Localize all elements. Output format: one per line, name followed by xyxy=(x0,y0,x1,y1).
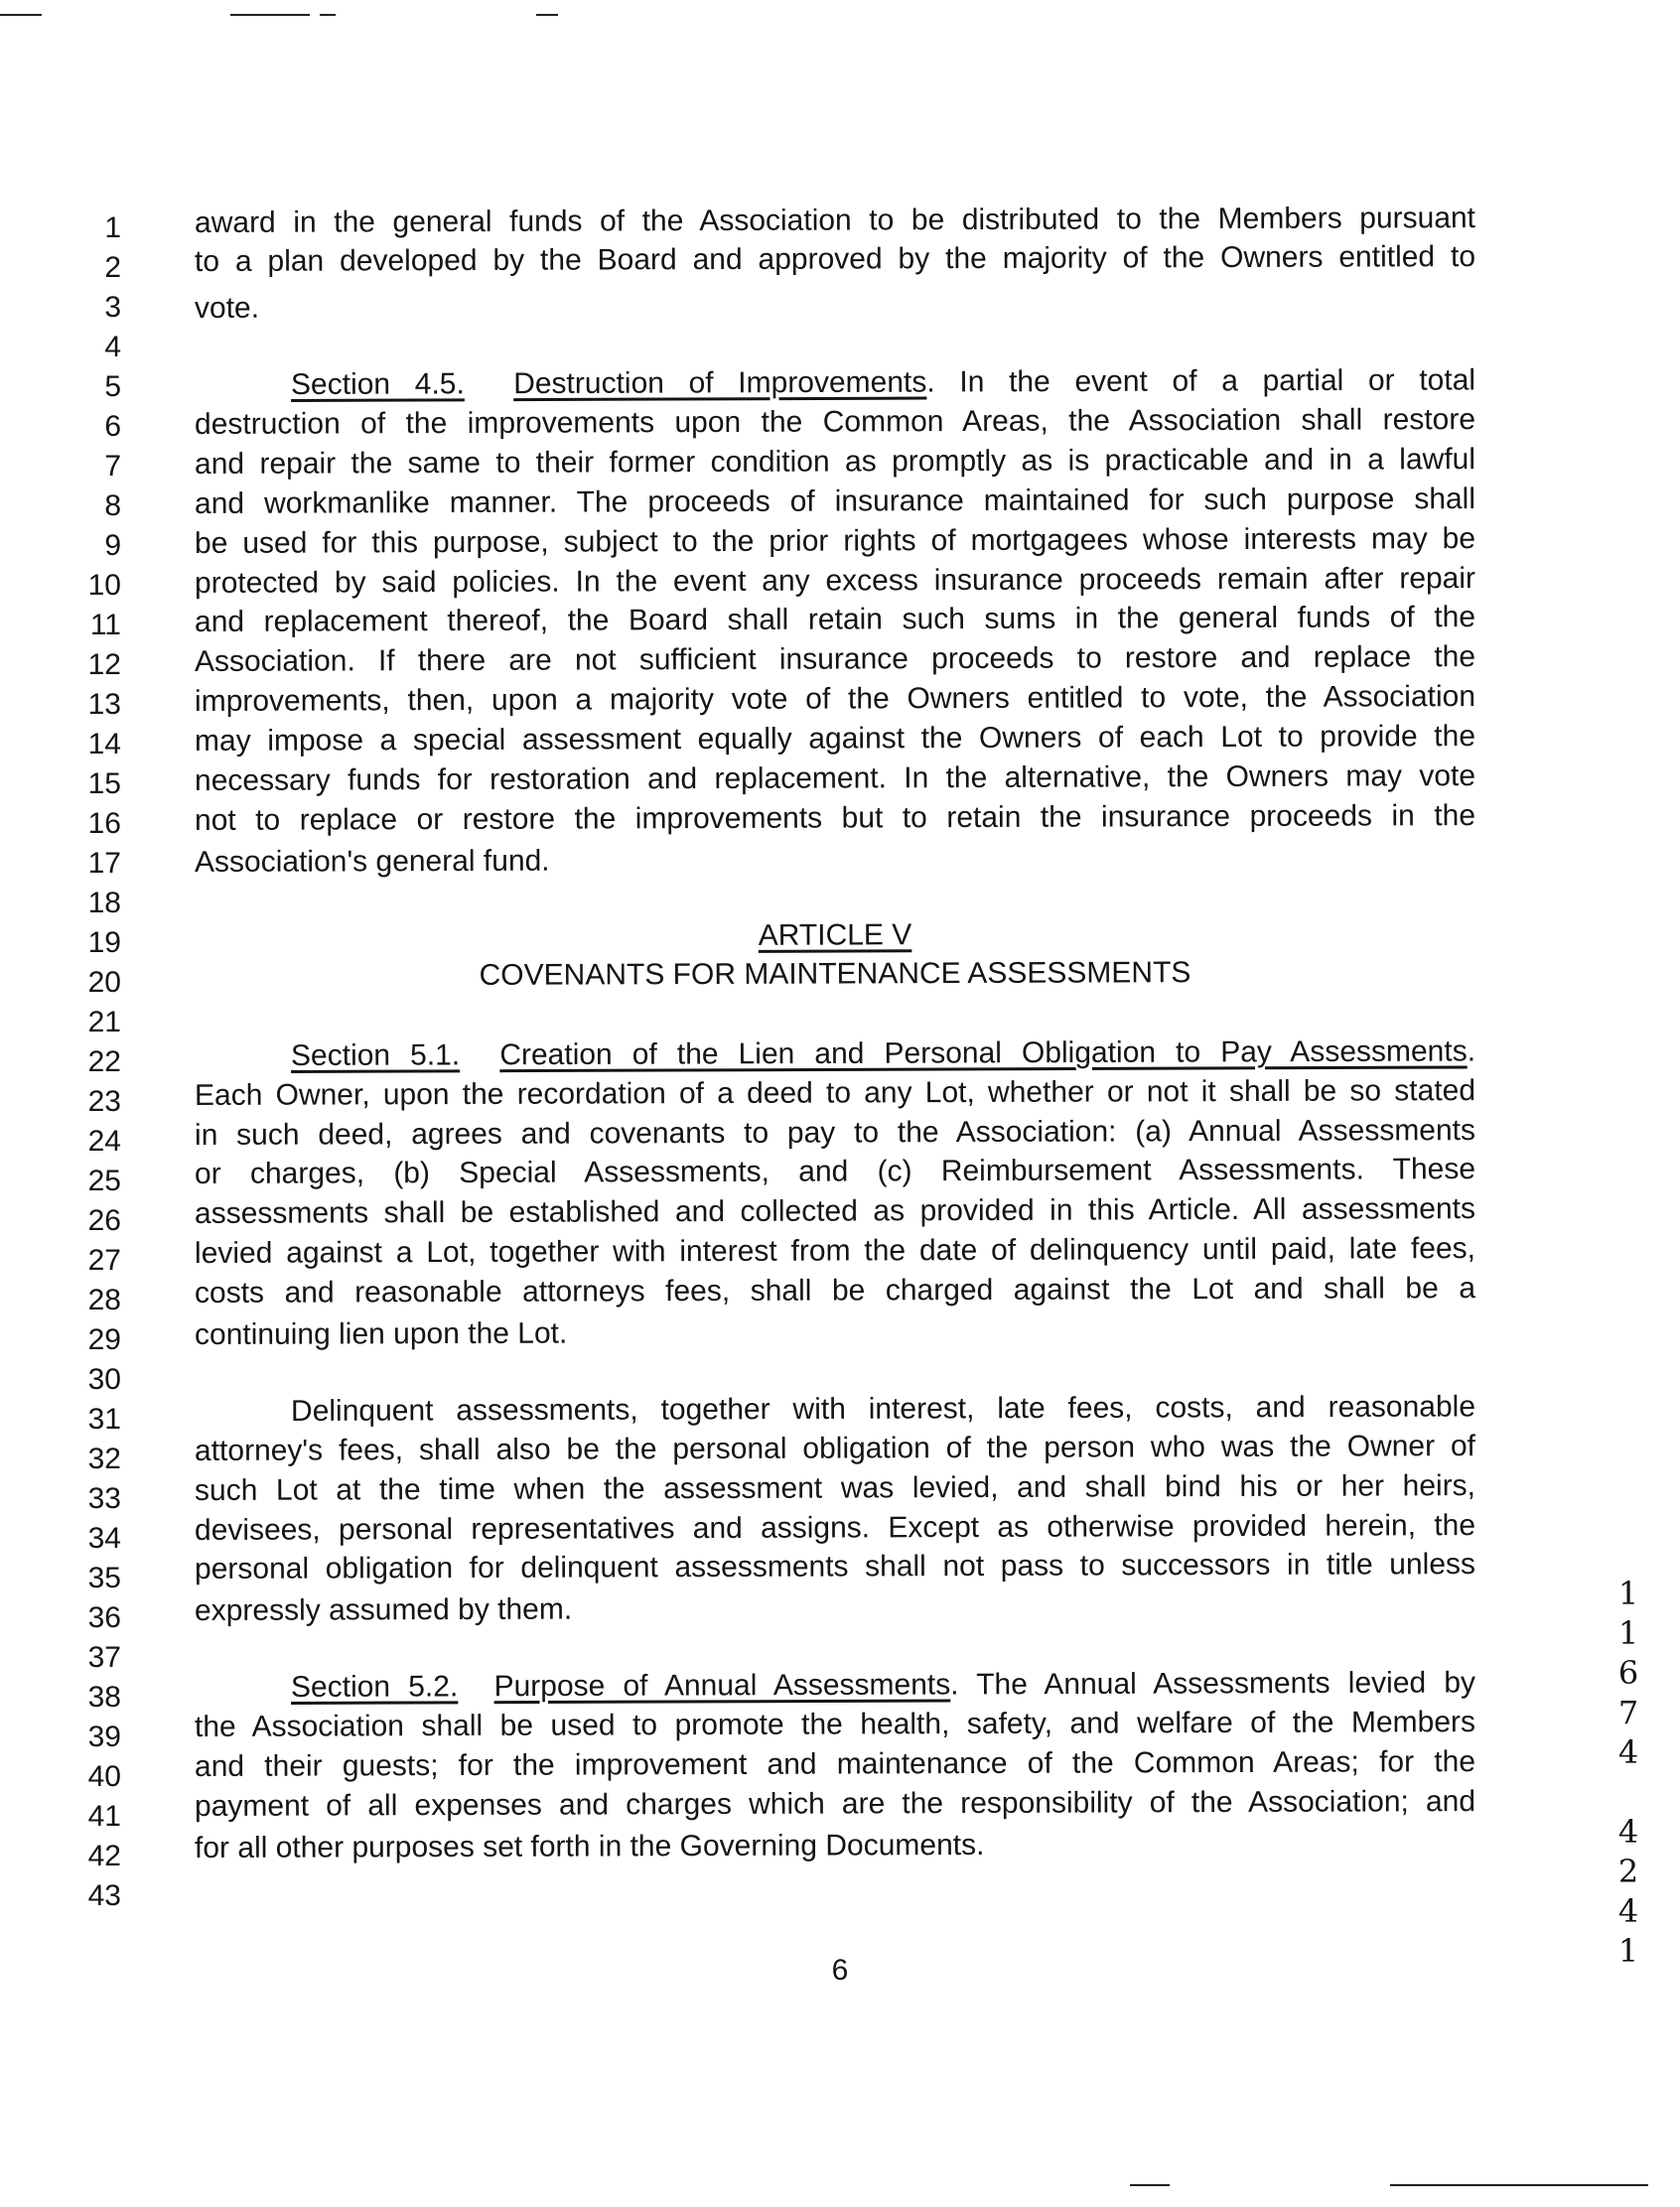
body-line: or charges, (b) Special Assessments, and (c) Reimbursement Assessments. These xyxy=(194,1153,1476,1190)
scan-artifact-line xyxy=(320,14,336,16)
body-line: and their guests; for the improvement and maintenance of the Common Areas; for the xyxy=(194,1745,1476,1783)
scan-artifact-line xyxy=(536,14,558,16)
body-line: may impose a special assessment equally against the Owners of each Lot to provide the xyxy=(194,720,1476,758)
body-line: Delinquent assessments, together with interest, late fees, costs, and reasonable xyxy=(290,1390,1476,1428)
line-number: 38 xyxy=(87,1681,121,1714)
section-number: Section 5.1. xyxy=(290,1038,461,1072)
scan-artifact-line xyxy=(1390,2184,1648,2186)
line-number: 31 xyxy=(87,1403,121,1436)
body-line: Association's general fund. xyxy=(194,844,550,879)
body-line: costs and reasonable attorneys fees, shall be charged against the Lot and shall be a xyxy=(194,1272,1476,1310)
body-line: destruction of the improvements upon the Common Areas, the Association shall restore xyxy=(194,403,1476,441)
body-line: be used for this purpose, subject to the prior rights of mortgagees whose interests may be xyxy=(194,522,1476,560)
scan-artifact-line xyxy=(1130,2184,1170,2186)
line-number: 40 xyxy=(87,1760,121,1793)
line-number: 8 xyxy=(104,489,121,522)
line-number: 37 xyxy=(87,1641,121,1674)
line-number: 5 xyxy=(104,370,121,403)
line-number: 42 xyxy=(87,1840,121,1872)
line-number: 27 xyxy=(87,1244,121,1277)
line-number: 3 xyxy=(104,291,121,324)
line-number: 13 xyxy=(87,688,121,721)
section-number: Section 5.2. xyxy=(290,1670,459,1704)
body-line: continuing lien upon the Lot. xyxy=(194,1316,568,1351)
section-title: Destruction of Improvements xyxy=(513,365,927,401)
line-number: 14 xyxy=(87,728,121,760)
body-line: devisees, personal representatives and assigns. Except as otherwise provided herein, the xyxy=(194,1509,1476,1547)
section-number: Section 4.5. xyxy=(290,367,465,401)
line-number: 39 xyxy=(87,1721,121,1753)
line-number: 26 xyxy=(87,1204,121,1237)
body-line: attorney's fees, shall also be the personal obligation of the person who was the Owner of xyxy=(194,1430,1476,1467)
section-5-2-heading-line xyxy=(291,1663,1475,1708)
body-line: and replacement thereof, the Board shall retain such sums in the general funds of the xyxy=(194,601,1476,638)
body-line: and repair the same to their former condition as promptly as is practicable and in a lawful xyxy=(194,443,1476,481)
line-number: 35 xyxy=(87,1562,121,1594)
body-line: necessary funds for restoration and replacement. In the alternative, the Owners may vote xyxy=(194,759,1476,797)
stamp-digit: 1 xyxy=(1617,1614,1639,1652)
line-number: 34 xyxy=(87,1522,121,1555)
section-5-1-heading-line xyxy=(291,1032,1475,1076)
body-line: expressly assumed by them. xyxy=(194,1592,573,1627)
body-text: . The Annual Assessments levied by xyxy=(950,1666,1476,1702)
body-line: levied against a Lot, together with interest from the date of delinquency until paid, late fees, xyxy=(194,1232,1476,1270)
body-line: assessments shall be established and collected as provided in this Article. All assessments xyxy=(194,1192,1476,1230)
line-number: 9 xyxy=(104,529,121,562)
line-number: 18 xyxy=(87,887,121,919)
line-number: 17 xyxy=(87,847,121,880)
line-number: 21 xyxy=(87,1006,121,1038)
section-4-5-heading-line xyxy=(291,360,1475,405)
line-number: 36 xyxy=(87,1601,121,1634)
scan-artifact-line xyxy=(0,14,42,16)
body-line: Each Owner, upon the recordation of a deed to any Lot, whether or not it shall be so stated xyxy=(194,1074,1476,1112)
line-number: 7 xyxy=(104,450,121,483)
article-title: COVENANTS FOR MAINTENANCE ASSESSMENTS xyxy=(479,956,1191,992)
line-number: 15 xyxy=(87,767,121,800)
line-number: 1 xyxy=(104,211,121,244)
line-number: 19 xyxy=(87,926,121,959)
section-title: Creation of the Lien and Personal Obligation to Pay Assessments xyxy=(499,1035,1468,1072)
stamp-digit: 1 xyxy=(1617,1575,1639,1612)
line-number: 12 xyxy=(87,648,121,681)
line-number: 30 xyxy=(87,1363,121,1396)
article-number: ARTICLE V xyxy=(758,918,912,952)
stamp-digit: 7 xyxy=(1617,1694,1639,1731)
body-text: . In the event of a partial or total xyxy=(926,363,1476,399)
body-line: and workmanlike manner. The proceeds of insurance maintained for such purpose shall xyxy=(194,483,1476,520)
stamp-digit: 6 xyxy=(1617,1654,1639,1692)
body-line: payment of all expenses and charges which are the responsibility of the Association; and xyxy=(194,1785,1476,1823)
body-line: improvements, then, upon a majority vote of the Owners entitled to vote, the Association xyxy=(194,680,1476,718)
line-number: 6 xyxy=(104,410,121,443)
stamp-digit: 4 xyxy=(1617,1892,1639,1930)
line-number: 2 xyxy=(104,251,121,284)
page-number: 6 xyxy=(831,1954,849,1987)
line-number: 41 xyxy=(87,1800,121,1833)
line-number: 29 xyxy=(87,1323,121,1356)
line-number: 25 xyxy=(87,1165,121,1197)
body-line: award in the general funds of the Association to be distributed to the Members pursuant xyxy=(194,202,1476,239)
line-number: 10 xyxy=(87,569,121,602)
body-line: personal obligation for delinquent assessments shall not pass to successors in title unless xyxy=(194,1548,1476,1586)
body-line: to a plan developed by the Board and approved by the majority of the Owners entitled to xyxy=(194,240,1476,278)
line-number: 11 xyxy=(89,609,121,641)
body-line: vote. xyxy=(194,291,260,325)
section-title: Purpose of Annual Assessments xyxy=(493,1668,951,1704)
line-number: 24 xyxy=(87,1125,121,1158)
line-number: 23 xyxy=(87,1085,121,1118)
line-number: 22 xyxy=(87,1045,121,1078)
line-number: 4 xyxy=(104,331,121,363)
line-number: 20 xyxy=(87,966,121,999)
stamp-digit: 4 xyxy=(1617,1813,1639,1851)
line-number: 16 xyxy=(87,807,121,840)
line-number: 32 xyxy=(87,1443,121,1475)
body-line: protected by said policies. In the event any excess insurance proceeds remain after repair xyxy=(194,562,1476,600)
body-line: Association. If there are not sufficient insurance proceeds to restore and replace the xyxy=(194,640,1476,678)
body-line: in such deed, agrees and covenants to pay to the Association: (a) Annual Assessments xyxy=(194,1114,1476,1152)
line-number: 33 xyxy=(87,1482,121,1515)
stamp-digit: 2 xyxy=(1617,1853,1639,1890)
body-line: for all other purposes set forth in the Governing Documents. xyxy=(194,1828,985,1864)
body-line: not to replace or restore the improvements but to retain the insurance proceeds in the xyxy=(194,799,1476,837)
body-line: such Lot at the time when the assessment was levied, and shall bind his or her heirs, xyxy=(194,1469,1476,1507)
line-number: 43 xyxy=(87,1879,121,1912)
stamp-digit: 1 xyxy=(1617,1932,1639,1970)
scan-artifact-line xyxy=(230,14,310,16)
body-line: the Association shall be used to promote the health, safety, and welfare of the Members xyxy=(194,1706,1476,1743)
body-text: . xyxy=(1467,1035,1476,1068)
line-number: 28 xyxy=(87,1284,121,1316)
stamp-digit: 4 xyxy=(1617,1733,1639,1771)
